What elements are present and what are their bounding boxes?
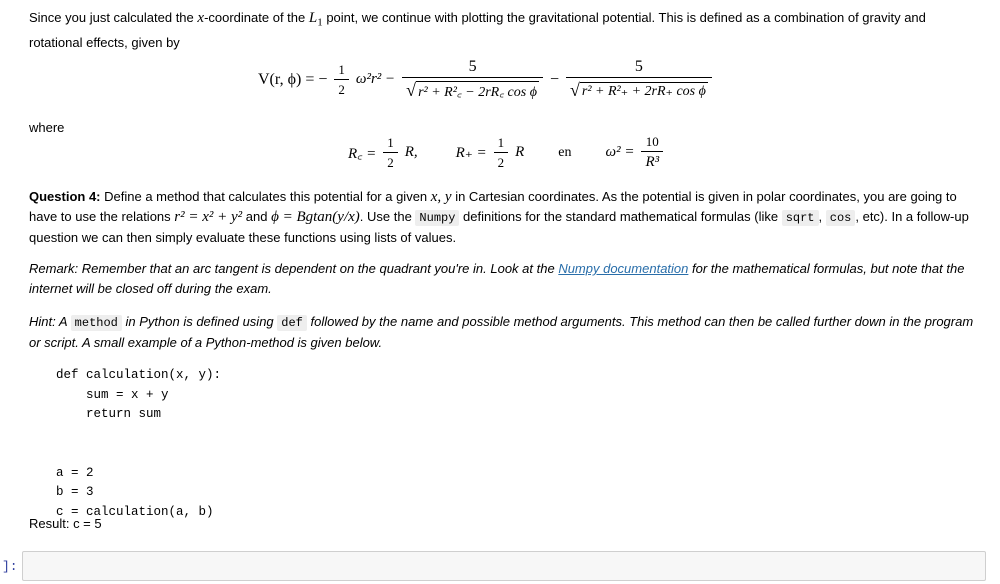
method-code: method — [71, 315, 122, 331]
result-text: Result: c = 5 — [29, 516, 102, 531]
input-prompt: ]: — [2, 559, 18, 574]
question-4: Question 4: Define a method that calculates this potential for a given x, y in Cartesian coordinates. As the potential is given in polar coordinates, you are going to have to use the relations r² = x² + y² and ϕ = Bgtan(y/x). Use the Numpy definitions for the standard mathematical formulas (like sqrt , cos , etc). In a follow-up question we can then simply evaluate these functions using lists of values. — [29, 189, 969, 245]
sqrt-code: sqrt — [782, 210, 819, 226]
question-label: Question 4: — [29, 189, 101, 204]
definitions-equation: R꜀ = $\frac{1}{2}$ R, R₊ = $\frac{1}{2}$ R en ω² = $\frac{10}{\text{R³}}$ — [348, 134, 666, 171]
code-input-cell[interactable] — [22, 551, 986, 581]
potential-equation: V(r, ϕ) = − $\frac{1}{2}$ ω²r² − $\frac{5}{\text{√ r² + R²꜀ − 2rR꜀ cos ϕ}}$ − $\frac{5}{\text{√ r² + R²₊ + 2rR₊ cos ϕ}}$ — [258, 58, 715, 101]
hint-paragraph: Hint: A method in Python is defined using def followed by the name and possible method arguments. This method can then be called further down in the program or script. A small example of a Python-method is given below. — [29, 314, 974, 350]
numpy-code: Numpy — [415, 210, 459, 226]
def-code: def — [277, 315, 307, 331]
numpy-documentation-link[interactable]: Numpy documentation — [558, 261, 689, 276]
where-label: where — [29, 120, 65, 135]
cos-code: cos — [826, 210, 856, 226]
code-example: def calculation(x, y): sum = x + y return sum a = 2 b = 3 c = calculation(a, b) — [56, 368, 222, 519]
remark-paragraph: Remark: Remember that an arc tangent is dependent on the quadrant you're in. Look at the Numpy documentation for the mathematical formulas, but note that the internet will be closed off during the exam. — [29, 261, 965, 296]
intro-paragraph: Since you just calculated the x-coordinate of the $L_1$ point, we continue with plotting the gravitational potential. This is defined as a combination of gravity and rotational effects, given by — [29, 10, 926, 50]
